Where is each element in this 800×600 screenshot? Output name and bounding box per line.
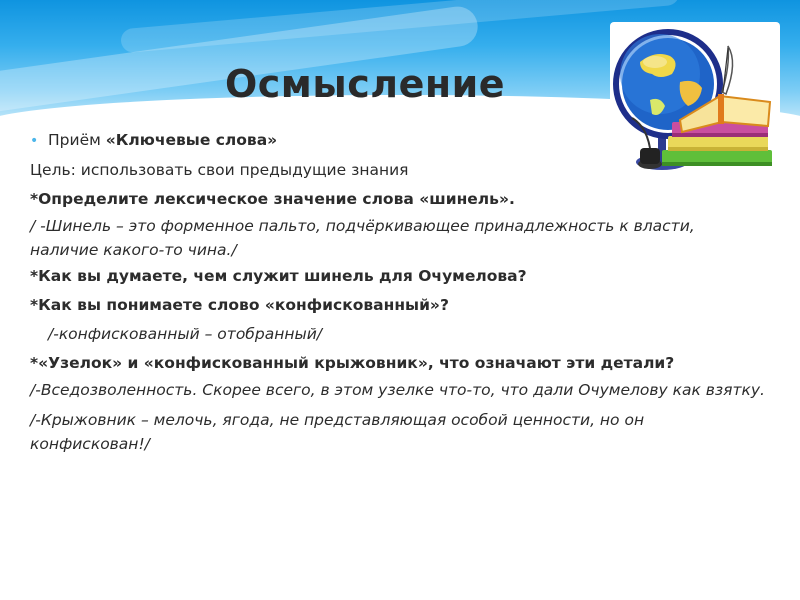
answer-1: / -Шинель – это форменное пальто, подчёркивающее принадлежность к власти, наличие какого-то чина./ bbox=[30, 217, 695, 259]
item-emphasis: «Ключевые слова» bbox=[105, 131, 278, 149]
item-prefix: Приём bbox=[48, 131, 106, 149]
answer-3: /-конфискованный – отобранный/ bbox=[48, 325, 322, 343]
question-1: *Определите лексическое значение слова «шинель». bbox=[30, 190, 515, 208]
bullet-icon: • bbox=[30, 133, 39, 149]
question-3: *Как вы понимаете слово «конфискованный»? bbox=[30, 296, 449, 314]
slide-title: Осмысление bbox=[224, 62, 506, 106]
list-item bbox=[30, 126, 765, 156]
slide-content bbox=[30, 126, 765, 456]
question-4: *«Узелок» и «конфискованный крыжовник», что означают эти детали? bbox=[30, 354, 675, 372]
goal-text: Цель: использовать свои предыдущие знания bbox=[30, 161, 409, 179]
answer-4: /-Вседозволенность. Скорее всего, в этом узелке что-то, что дали Очумелову как взятку. bbox=[30, 381, 765, 399]
question-2: *Как вы думаете, чем служит шинель для Очумелова? bbox=[30, 267, 527, 285]
answer-5: /-Крыжовник – мелочь, ягода, не представляющая особой ценности, но он конфискован!/ bbox=[30, 411, 645, 453]
